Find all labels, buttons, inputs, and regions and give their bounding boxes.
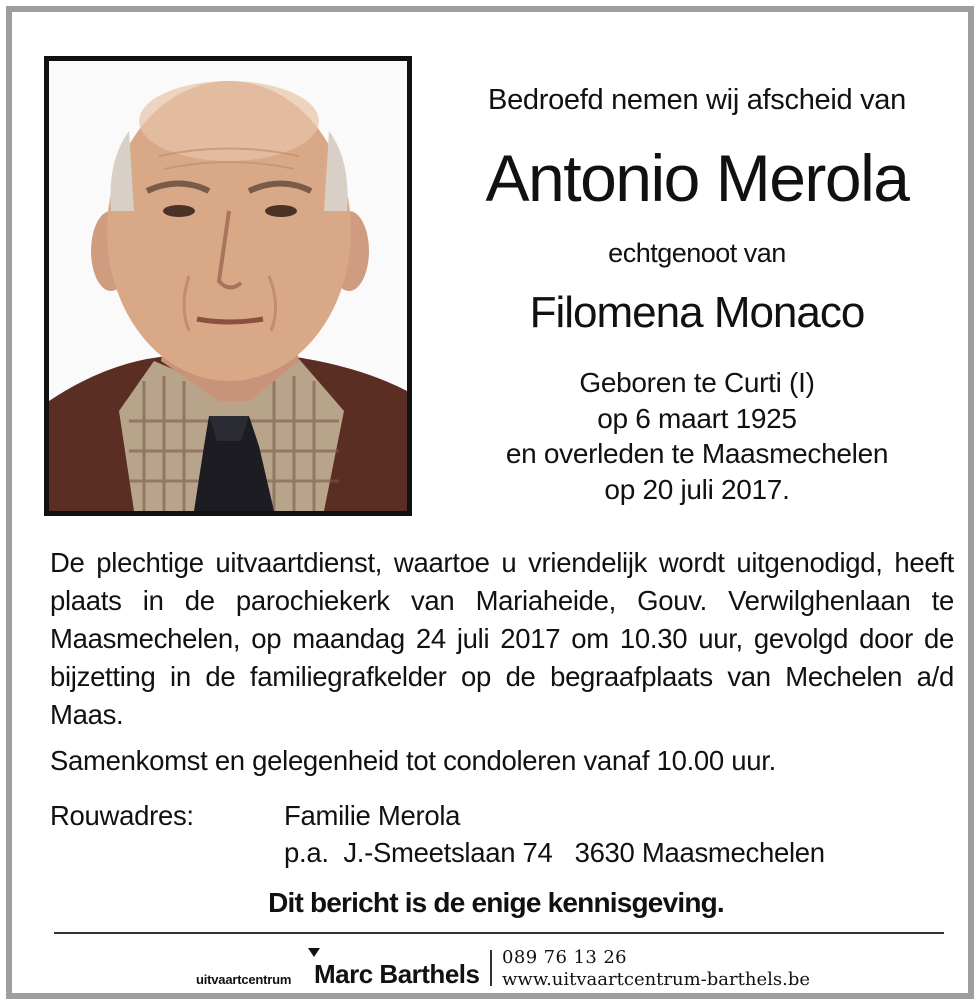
- portrait-illustration: [49, 61, 407, 511]
- deceased-name: Antonio Merola: [485, 141, 909, 215]
- portrait-photo: [44, 56, 412, 516]
- birth-date: op 6 maart 1925: [597, 403, 797, 434]
- footer-separator: [490, 950, 492, 986]
- gathering-line: Samenkomst en gelegenheid tot condoleren vanaf 10.00 uur.: [50, 745, 776, 776]
- relation-line: echtgenoot van: [608, 238, 786, 268]
- company-prefix: uitvaartcentrum: [196, 972, 292, 987]
- death-place: en overleden te Maasmechelen: [505, 438, 889, 469]
- memorial-card-frame: [6, 6, 974, 999]
- spouse-name: Filomena Monaco: [529, 288, 865, 337]
- intro-line: Bedroefd nemen wij afscheid van: [488, 84, 906, 116]
- death-date: op 20 juli 2017.: [604, 474, 790, 505]
- address-label: Rouwadres:: [50, 800, 194, 831]
- notice-line: Dit bericht is de enige kennisgeving.: [268, 887, 724, 918]
- birth-place: Geboren te Curti (I): [579, 367, 815, 398]
- footer-divider: [54, 932, 944, 934]
- address-line-1: Familie Merola: [284, 800, 461, 831]
- company-phone: 089 76 13 26: [502, 947, 628, 968]
- address-line-2: p.a. J.-Smeetslaan 74 3630 Maasmechelen: [284, 837, 825, 868]
- company-name: Marc Barthels: [314, 959, 480, 989]
- company-website: www.uitvaartcentrum-barthels.be: [502, 969, 810, 990]
- logo-triangle-icon: [308, 948, 320, 957]
- service-paragraph: De plechtige uitvaartdienst, waartoe u vriendelijk wordt uitgenodigd, heeft plaats in de parochiekerk van Mariaheide, Gouv. Verwilghenlaan te Maasmechelen, op maandag 24 juli 2017 om 10.30 uur, gevolgd door de bijzetting in de familiegrafkelder op de begraafplaats van Mechelen a/d Maas.: [50, 547, 954, 730]
- company-logo: [196, 956, 482, 990]
